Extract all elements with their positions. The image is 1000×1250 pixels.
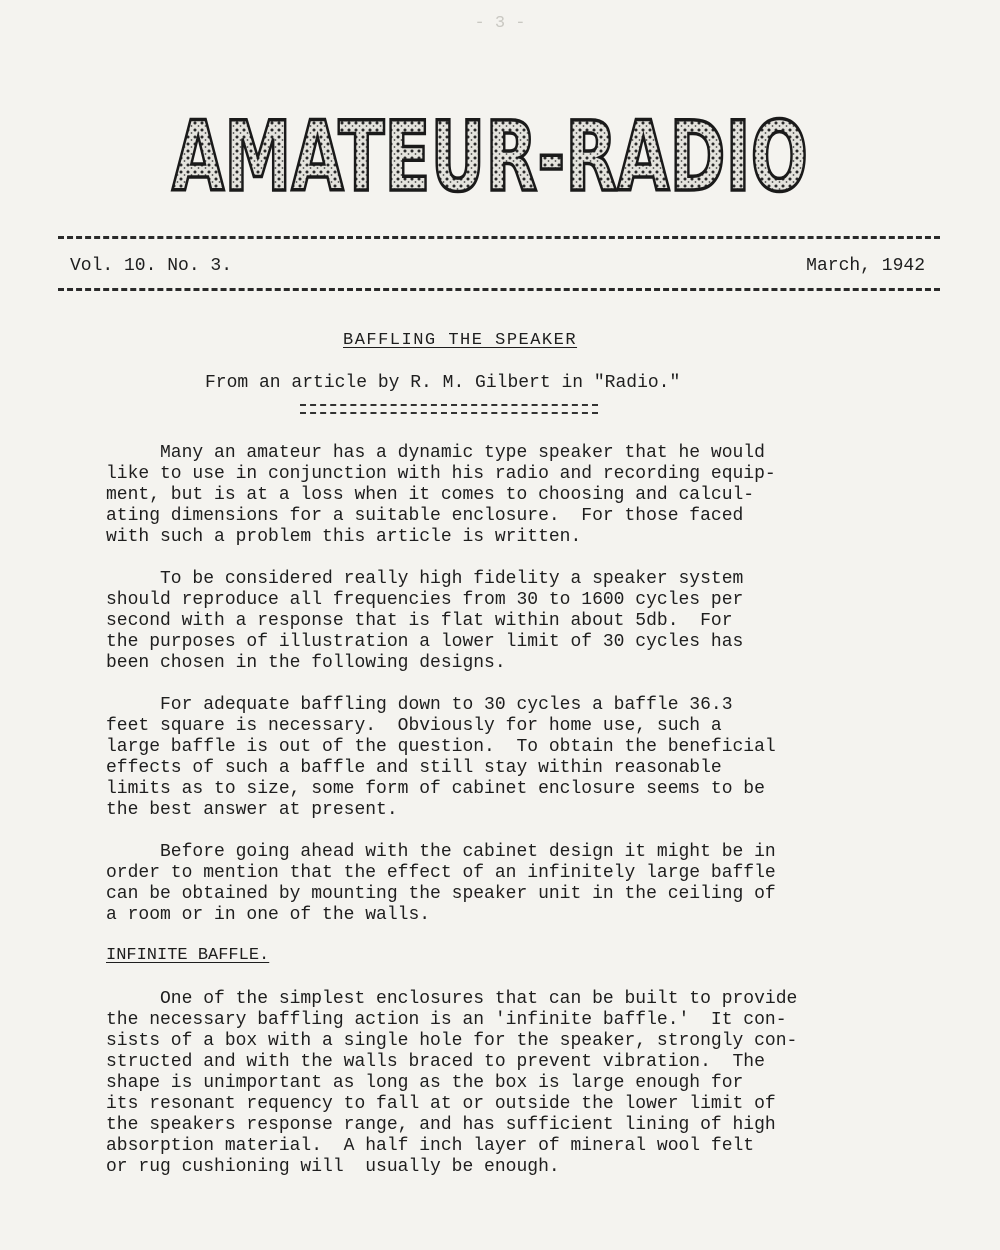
paragraph-1: Many an amateur has a dynamic type speaker that he would like to use in conjunction with his radio and recording equip- ment, but is at a loss when it comes to choosing and calcul- ating dimensions for a suitable enclosure. For those faced with such a problem this article is written. (106, 443, 776, 547)
article-byline: From an article by R. M. Gilbert in "Radio." (205, 373, 681, 393)
top-divider (58, 236, 940, 239)
masthead-logo (165, 100, 815, 213)
paragraph-3: For adequate baffling down to 30 cycles a baffle 36.3 feet square is necessary. Obviously for home use, such a large baffle is out of the question. To obtain the beneficial effects of such a baffle and still stay within reasonable limits as to size, some form of cabinet enclosure seems to be the best answer at present. (106, 695, 776, 820)
issue-date: March, 1942 (806, 256, 925, 276)
masthead-title: AMATEUR-RADIO (172, 101, 808, 213)
masthead-logo-art (165, 100, 815, 213)
section-heading: INFINITE BAFFLE. (106, 946, 270, 965)
paragraph-2: To be considered really high fidelity a speaker system should reproduce all frequencies from 30 to 1600 cycles per second with a response that is flat within about 5db. For the purposes of illustration a lower limit of 30 cycles has been chosen in the following designs. (106, 569, 744, 673)
paragraph-4: Before going ahead with the cabinet design it might be in order to mention that the effect of an infinitely large baffle can be obtained by mounting the speaker unit in the ceiling of a room or in one of the walls. (106, 842, 776, 925)
bottom-divider (58, 288, 940, 291)
article-title: BAFFLING THE SPEAKER (343, 331, 578, 350)
page-number: - 3 - (474, 14, 526, 33)
byline-underline (300, 404, 598, 414)
paragraph-5: One of the simplest enclosures that can be built to provide the necessary baffling action is an 'infinite baffle.' It con- sists of a box with a single hole for the speaker, strongly con- structed and with the walls braced to prevent vibration. The shape is unimportant as long as the box is large enough for its resonant requency to fall at or outside the lower limit of the speakers response range, and has sufficient lining of high absorption material. A half inch layer of mineral wool felt or rug cushioning will usually be enough. (106, 989, 798, 1177)
volume-number: Vol. 10. No. 3. (70, 256, 233, 276)
issue-info (70, 256, 925, 276)
